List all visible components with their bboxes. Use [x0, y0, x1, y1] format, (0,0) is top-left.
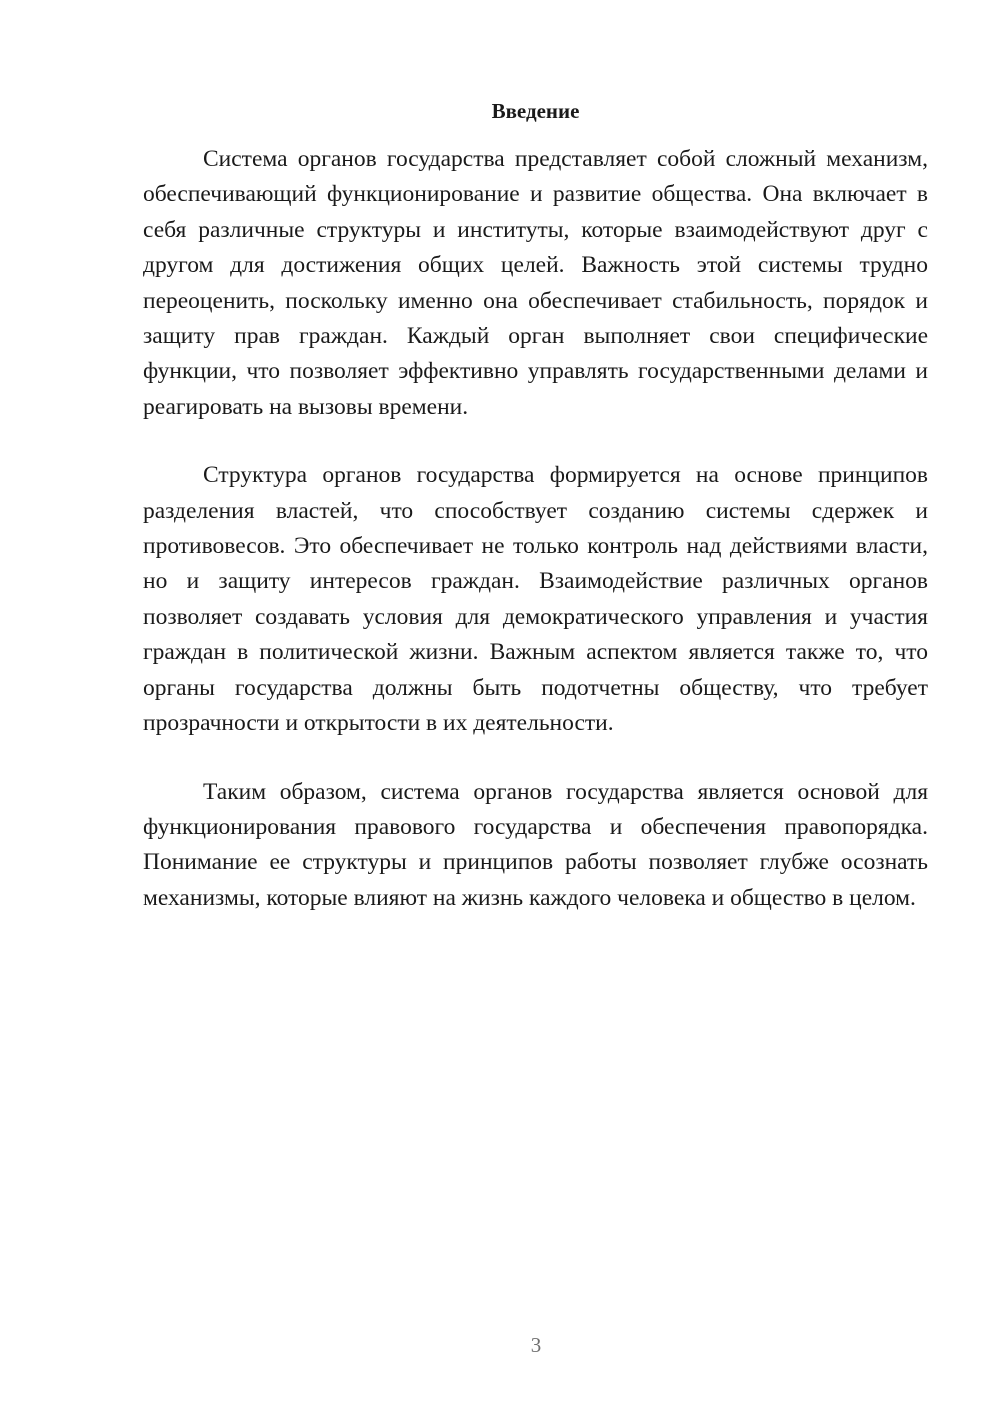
- body-text: [143, 142, 928, 949]
- paragraph-1: Система органов государства представляет собой сложный механизм, обеспечивающий функционирование и развитие общества. Она включает в себя различные структуры и институты, которые взаимодействуют друг с другом для достижения общих целей. Важность этой системы трудно переоценить, поскольку именно она обеспечивает стабильность, порядок и защиту прав граждан. Каждый орган выполняет свои специфические функции, что позволяет эффективно управлять государственными делами и реагировать на вызовы времени.: [143, 146, 928, 420]
- paragraph-2: Структура органов государства формируется на основе принципов разделения властей, что способствует созданию системы сдержек и противовесов. Это обеспечивает не только контроль над действиями власти, но и защиту интересов граждан. Взаимодействие различных органов позволяет создавать условия для демократического управления и участия граждан в политической жизни. Важным аспектом является также то, что органы государства должны быть подотчетны обществу, что требует прозрачности и открытости в их деятельности.: [143, 462, 928, 737]
- section-title: Введение: [491, 99, 580, 123]
- paragraph-3: Таким образом, система органов государства является основой для функционирования правового государства и обеспечения правопорядка. Понимание ее структуры и принципов работы позволяет глубже осознать механизмы, которые влияют на жизнь каждого человека и общество в целом.: [143, 778, 928, 911]
- page-number: 3: [530, 1333, 542, 1357]
